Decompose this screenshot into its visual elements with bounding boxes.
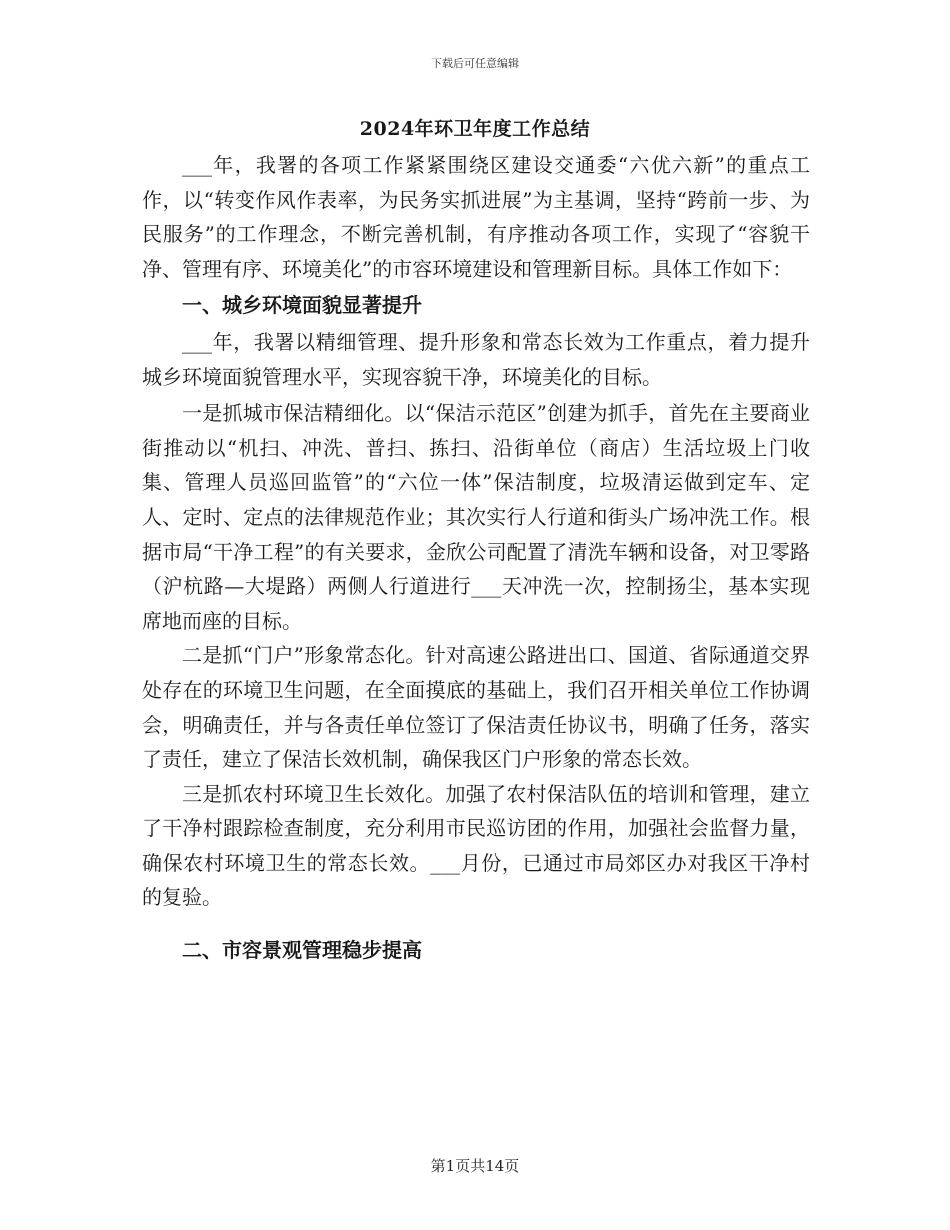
section-1-lead-paragraph: ___年，我署以精细管理、提升形象和常态长效为工作重点，着力提升城乡环境面貌管理水平，实现容貌干净，环境美化的目标。	[142, 329, 810, 389]
section-heading-1: 一、城乡环境面貌显著提升	[182, 293, 422, 318]
intro-paragraph: ___年，我署的各项工作紧紧围绕区建设交通委“六优六新”的重点工作，以“转变作风作表率，为民务实抓进展”为主基调，坚持“跨前一步、为民服务”的工作理念，不断完善机制，有序推动各项工作，实现了“容貌干净、管理有序、环境美化”的市容环境建设和管理新目标。具体工作如下：	[142, 153, 810, 281]
section-heading-2: 二、市容景观管理稳步提高	[182, 938, 422, 963]
document-body	[142, 148, 810, 968]
section-1-item-a-paragraph: 一是抓城市保洁精细化。以“保洁示范区”创建为抓手，首先在主要商业街推动以“机扫、冲洗、普扫、拣扫、沿街单位（商店）生活垃圾上门收集、管理人员巡回监管”的“六位一体”保洁制度，垃圾清运做到定车、定人、定时、定点的法律规范作业；其次实行人行道和街头广场冲洗工作。根据市局“干净工程”的有关要求，金欣公司配置了清洗车辆和设备，对卫零路（沪杭路—大堤路）两侧人行道进行___天冲洗一次，控制扬尘，基本实现席地而座的目标。	[142, 401, 810, 633]
document-title: 2024年环卫年度工作总结	[359, 118, 591, 140]
page-header-note: 下载后可任意编辑	[431, 57, 519, 70]
page-number-footer: 第1页共14页	[430, 1157, 520, 1175]
section-1-item-c-paragraph: 三是抓农村环境卫生长效化。加强了农村保洁队伍的培训和管理，建立了干净村跟踪检查制度，充分利用市民巡访团的作用，加强社会监督力量，确保农村环境卫生的常态长效。___月份，已通过市局郊区办对我区干净村的复验。	[142, 781, 810, 910]
section-1-item-b-paragraph: 二是抓“门户”形象常态化。针对高速公路进出口、国道、省际通道交界处存在的环境卫生问题，在全面摸底的基础上，我们召开相关单位工作协调会，明确责任，并与各责任单位签订了保洁责任协议书，明确了任务，落实了责任，建立了保洁长效机制，确保我区门户形象的常态长效。	[142, 643, 810, 772]
